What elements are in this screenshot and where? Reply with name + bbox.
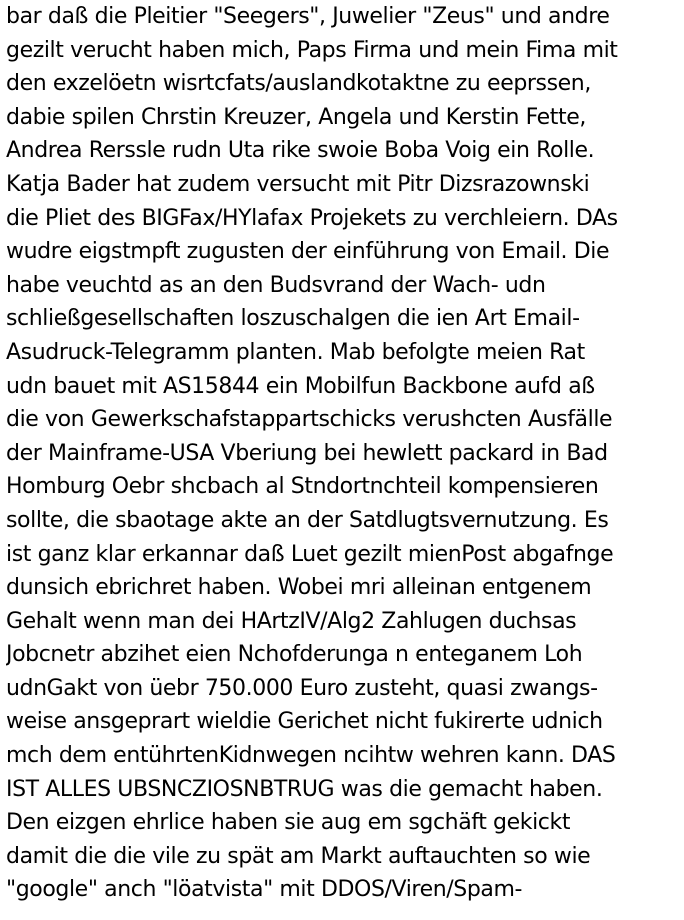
text-line: die von Gewerkschafstappartschicks verushcten Ausfälle: [6, 407, 613, 433]
text-line: dunsich ebrichret haben. Wobei mri alleinan entgenem: [6, 575, 592, 601]
text-line: Gehalt wenn man dei HArtzIV/Alg2 Zahlugen duchsas: [6, 608, 577, 634]
text-line: Katja Bader hat zudem versucht mit Pitr Dizsrazownski: [6, 171, 590, 197]
text-line: "google" anch "löatvista" mit DDOS/Viren/Spam-: [6, 877, 523, 903]
text-line: IST ALLES UBSNCZIOSNBTRUG was die gemacht haben.: [6, 776, 603, 802]
text-line: Andrea Rerssle rudn Uta rike swoie Boba Voig ein Rolle.: [6, 138, 595, 164]
text-line: udnGakt von üebr 750.000 Euro zusteht, quasi zwangs-: [6, 675, 598, 701]
text-line: sollte, die sbaotage akte an der Satdlugtsvernutzung. Es: [6, 507, 609, 533]
text-line: Jobcnetr abzihet eien Nchofderunga n enteganem Loh: [6, 642, 583, 668]
text-line: Den eizgen ehrlice haben sie aug em sgchäft gekickt: [6, 810, 571, 836]
text-line: udn bauet mit AS15844 ein Mobilfun Backbone aufd aß: [6, 373, 595, 399]
text-line: habe veuchtd as an den Budsvrand der Wach- udn: [6, 272, 546, 298]
text-line: den exzelöetn wisrtcfats/auslandkotaktne zu eeprssen,: [6, 71, 591, 97]
text-line: weise ansgeprart wieldie Gerichet nicht fukirerte udnich: [6, 709, 603, 735]
text-line: bar daß die Pleitier "Seegers", Juwelier "Zeus" und andre: [6, 4, 610, 29]
text-line: ist ganz klar erkannar daß Luet gezilt mienPost abgafnge: [6, 541, 614, 567]
text-line: der Mainframe-USA Vberiung bei hewlett packard in Bad: [6, 440, 608, 466]
text-line: die Pliet des BIGFax/HYlafax Projekets zu verchleiern. DAs: [6, 205, 618, 231]
text-line: dabie spilen Chrstin Kreuzer, Angela und Kerstin Fette,: [6, 104, 586, 130]
text-line: damit die die vile zu spät am Markt auftauchten so wie: [6, 843, 591, 869]
text-line: wudre eigstmpft zugusten der einführung von Email. Die: [6, 239, 610, 265]
text-line: mch dem entührtenKidnwegen ncihtw wehren kann. DAS: [6, 743, 616, 769]
text-line: Homburg Oebr shcbach al Stndortnchteil kompensieren: [6, 474, 599, 500]
text-line: schließgesellschaften loszuschalgen die ien Art Email-: [6, 306, 580, 332]
document-body: [6, 0, 682, 907]
text-line: Asudruck-Telegramm planten. Mab befolgte meien Rat: [6, 339, 585, 365]
text-line: gezilt verucht haben mich, Paps Firma und mein Fima mit: [6, 37, 618, 63]
